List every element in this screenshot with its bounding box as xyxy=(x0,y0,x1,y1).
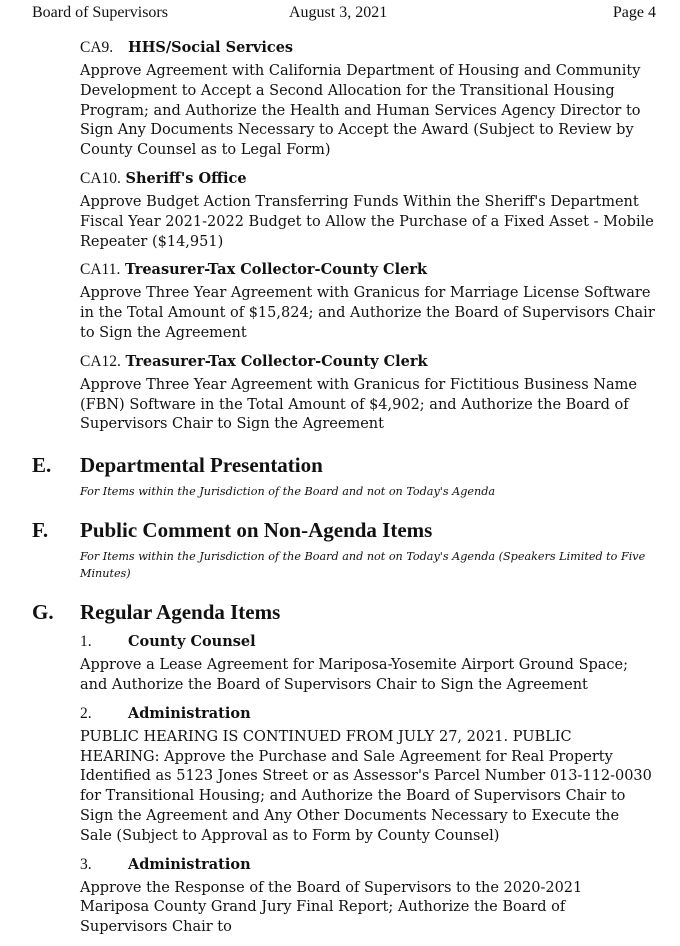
item-heading xyxy=(80,704,655,724)
section-title: Regular Agenda Items xyxy=(80,600,281,625)
section-letter: F. xyxy=(32,518,49,543)
item-description: Approve Three Year Agreement with Granicus for Marriage License Software in the Total Amount of $15,824; and Authorize the Board of Supervisors Chair to Sign the Agreement xyxy=(80,285,655,341)
section-letter: G. xyxy=(32,600,54,625)
section-note: For Items within the Jurisdiction of the Board and not on Today's Agenda xyxy=(80,485,496,499)
item-number: CA10. xyxy=(80,169,121,187)
item-heading xyxy=(80,632,655,652)
item-department: Sheriff's Office xyxy=(125,169,247,187)
item-number: CA12. xyxy=(80,352,121,370)
section-note: For Items within the Jurisdiction of the Board and not on Today's Agenda (Speakers Limited to Five Minutes) xyxy=(80,550,646,581)
section-g xyxy=(0,598,680,938)
item-number: 1. xyxy=(80,633,92,651)
item-description: Approve Agreement with California Department of Housing and Community Development to Accept a Second Allocation for the Transitional Housing Program; and Authorize the Health and Human Services Agency Director to Sign Any Documents Necessary to Accept the Award (Subject to Review by County Counsel as to Legal Form) xyxy=(80,63,641,159)
header-board-name: Board of Supervisors xyxy=(32,4,168,21)
item-description: Approve Three Year Agreement with Granicus for Fictitious Business Name (FBN) Software in the Total Amount of $4,902; and Authorize the Board of Supervisors Chair to Sign the Agreement xyxy=(80,376,637,433)
section-e xyxy=(0,451,680,500)
item-number: CA9. xyxy=(80,39,114,56)
item-department: Treasurer-Tax Collector-County Clerk xyxy=(124,261,428,279)
item-number: 2. xyxy=(80,704,92,722)
item-description: PUBLIC HEARING IS CONTINUED FROM JULY 27, 2021. PUBLIC HEARING: Approve the Purchase and Sale Agreement for Real Property Identified as 5123 Jones Street or as Assessor's Parcel Number 013-112-0030 for Transitional Housing; and Authorize the Board of Supervisors Chair to Sign the Agreement and Any Other Documents Necessary to Execute the Sale (Subject to Approval as to Form by County Counsel) xyxy=(80,728,652,844)
item-department: HHS/Social Services xyxy=(128,39,294,56)
page-header xyxy=(32,4,656,24)
item-heading xyxy=(80,855,655,875)
agenda-content xyxy=(0,38,680,946)
item-department: Administration xyxy=(128,855,251,873)
item-department: Administration xyxy=(128,704,251,722)
consent-item-ca10 xyxy=(80,169,655,252)
consent-item-ca12 xyxy=(80,352,655,435)
header-meeting-date: August 3, 2021 xyxy=(289,4,388,21)
item-heading xyxy=(80,38,655,58)
section-title: Departmental Presentation xyxy=(80,453,323,478)
item-heading xyxy=(80,352,655,372)
section-f xyxy=(0,516,680,582)
regular-item-2 xyxy=(80,704,655,847)
header-page-number: Page 4 xyxy=(612,4,656,21)
consent-item-ca9 xyxy=(80,38,655,161)
item-department: County Counsel xyxy=(128,633,256,651)
section-title: Public Comment on Non-Agenda Items xyxy=(80,518,433,543)
item-number: 3. xyxy=(80,855,92,873)
item-description: Approve the Response of the Board of Supervisors to the 2020-2021 Mariposa County Grand Jury Final Report; Authorize the Board of Supervisors Chair to xyxy=(80,879,583,936)
item-department: Treasurer-Tax Collector-County Clerk xyxy=(125,352,428,370)
section-letter: E. xyxy=(32,453,52,478)
item-heading xyxy=(80,260,655,280)
regular-item-1 xyxy=(80,632,655,696)
item-heading xyxy=(80,169,655,189)
regular-item-3 xyxy=(80,855,655,938)
consent-item-ca11 xyxy=(80,260,655,343)
item-description: Approve a Lease Agreement for Mariposa-Yosemite Airport Ground Space; and Authorize the Board of Supervisors Chair to Sign the Agreement xyxy=(80,657,629,693)
item-description: Approve Budget Action Transferring Funds Within the Sheriff's Department Fiscal Year 2021-2022 Budget to Allow the Purchase of a Fixed Asset - Mobile Repeater ($14,951) xyxy=(80,193,654,250)
item-number: CA11. xyxy=(80,261,121,279)
